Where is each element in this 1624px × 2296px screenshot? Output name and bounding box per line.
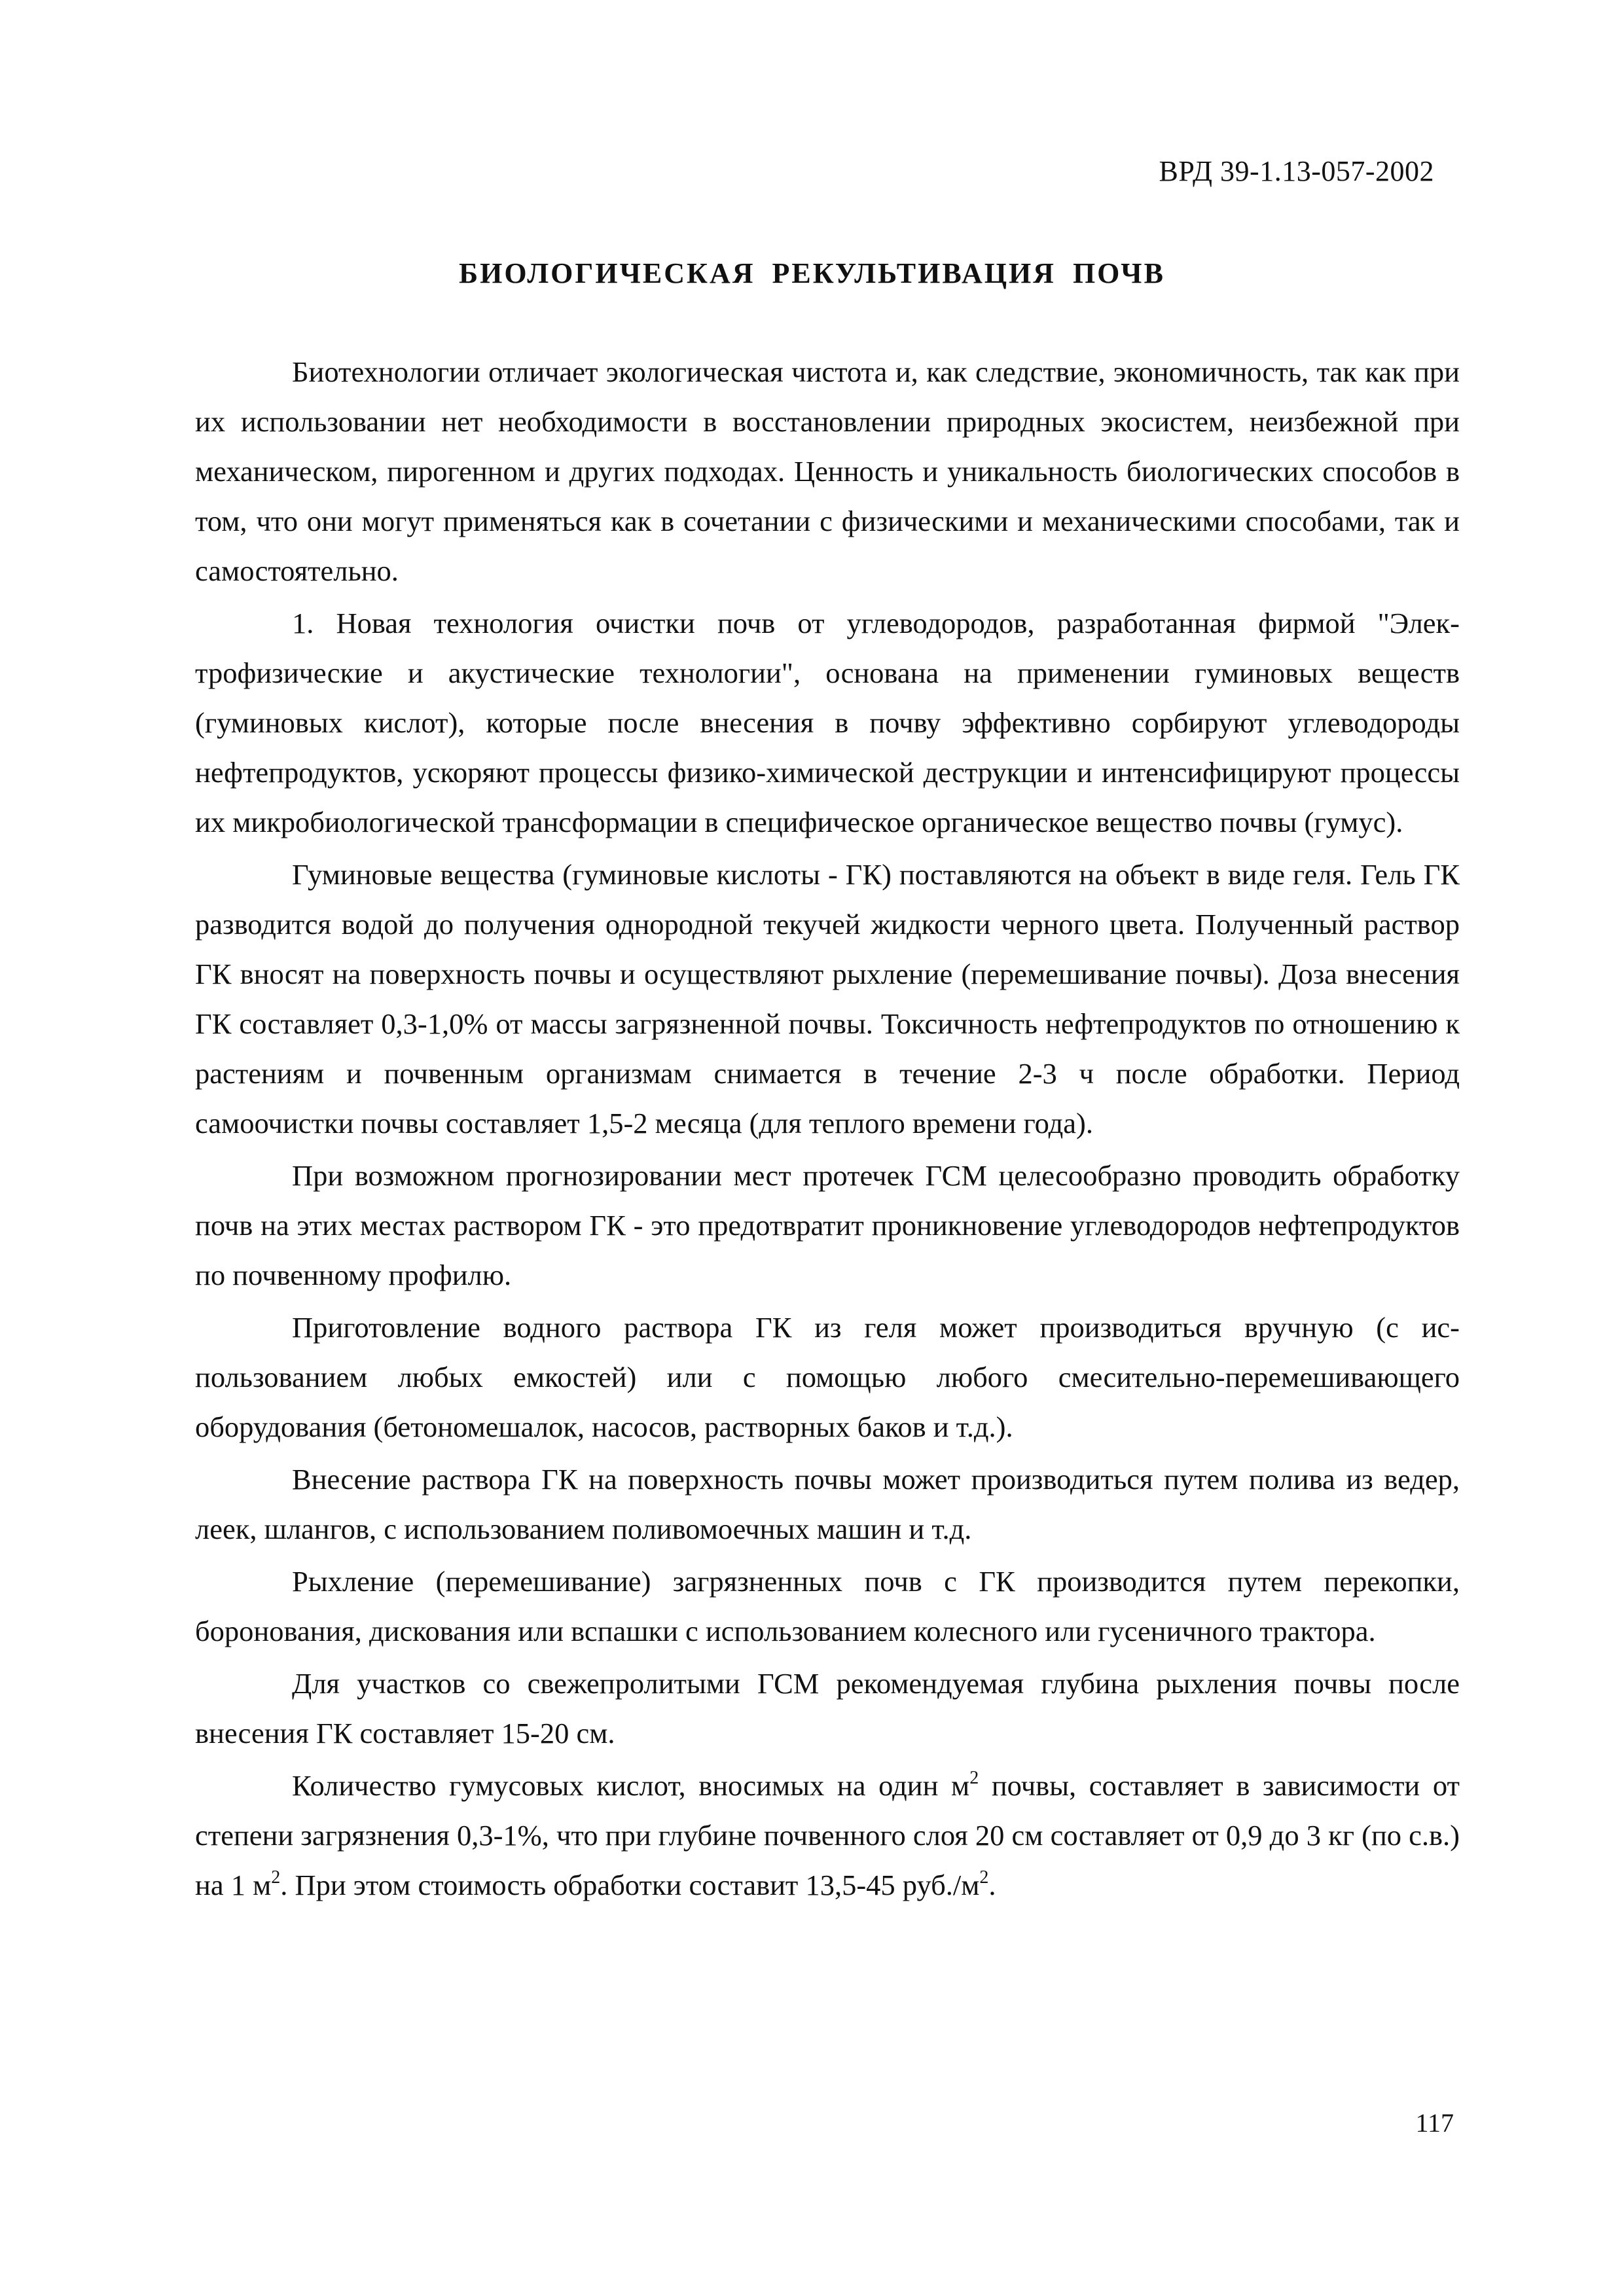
quantity-text-1: Количество гумусовых кислот, вносимых на один м [292,1769,970,1802]
page-number: 117 [1415,2108,1454,2138]
superscript-2: 2 [271,1867,281,1888]
quantity-text-3: . При этом стоимость обработки составит 13,5-45 руб./м [280,1869,980,1901]
superscript-2: 2 [979,1867,989,1888]
paragraph-intro: Биотехнологии отличает экологическая чистота и, как следствие, экономичность, так как при их использовании нет необходимости в восстановлении природных экосистем, неизбежной при механическом, пирогенном и других подходах. Ценность и уникальность биологических способов в том, что они могут применяться как в сочетании с физическими и механическими способами, так и самостоятельно. [195,355,1460,587]
quantity-text-2: почвы, составляет в зависимости от степени загрязнения 0,3-1%, что при глубине почвенного слоя 20 см составляет от 0,9 до 3 кг (по с.в.) на 1 м [195,1769,1460,1901]
paragraph-leak-prevention: При возможном прогнозировании мест протечек ГСМ целесообразно проводить обработку почв на этих местах раствором ГК - это предотвратит проникновение углеводородов нефтепродуктов по почвенному профилю. [195,1159,1460,1291]
superscript-2: 2 [969,1768,979,1788]
body-text [195,347,1460,1910]
paragraph-quantity-cost [195,1761,1460,1910]
paragraph-depth: Для участков со свежепролитыми ГСМ рекомендуемая глубина рыхления почвы после внесения ГК составляет 15-20 см. [195,1667,1460,1749]
paragraph-solution-preparation: Приготовление водного раствора ГК из геля может производиться вручную (с использованием любых емкостей) или с помощью любого смесительно-перемешивающего оборудования (бетономешалок, насосов, растворных баков и т.д.). [195,1311,1460,1443]
paragraph-technology: 1. Новая технология очистки почв от углеводородов, разработанная фирмой "Электрофизические и акустические технологии", основана на применении гуминовых веществ (гуминовых кислот), которые после внесения в почву эффективно сорбируют углеводороды нефтепродуктов, ускоряют процессы физико-химической деструкции и интенсифицируют процессы их микробиологической трансформации в специфическое органическое вещество почвы (гумус). [195,607,1460,838]
paragraph-application: Внесение раствора ГК на поверхность почвы может производиться путем полива из ведер, леек, шлангов, с использованием поливомоечных машин и т.д. [195,1463,1460,1545]
paragraph-loosening: Рыхление (перемешивание) загрязненных почв с ГК производится путем перекопки, боронования, дискования или вспашки с использованием колесного или гусеничного трактора. [195,1565,1460,1647]
paragraph-humic-substances: Гуминовые вещества (гуминовые кислоты - ГК) поставляются на объект в виде геля. Гель ГК разводится водой до получения однородной текучей жидкости черного цвета. Полученный раствор ГК вносят на поверхность почвы и осуществляют рыхление (перемешивание почвы). Доза внесения ГК составляет 0,3-1,0% от массы загрязненной почвы. Токсичность нефтепродуктов по отношению к растениям и почвенным организмам снимается в течение 2-3 ч после обработки. Период самоочистки почвы составляет 1,5-2 месяца (для теплого времени года). [195,858,1460,1139]
document-code: ВРД 39-1.13-057-2002 [1159,155,1434,187]
section-title: БИОЛОГИЧЕСКАЯ РЕКУЛЬТИВАЦИЯ ПОЧВ [459,257,1165,289]
quantity-text-4: . [988,1869,996,1901]
